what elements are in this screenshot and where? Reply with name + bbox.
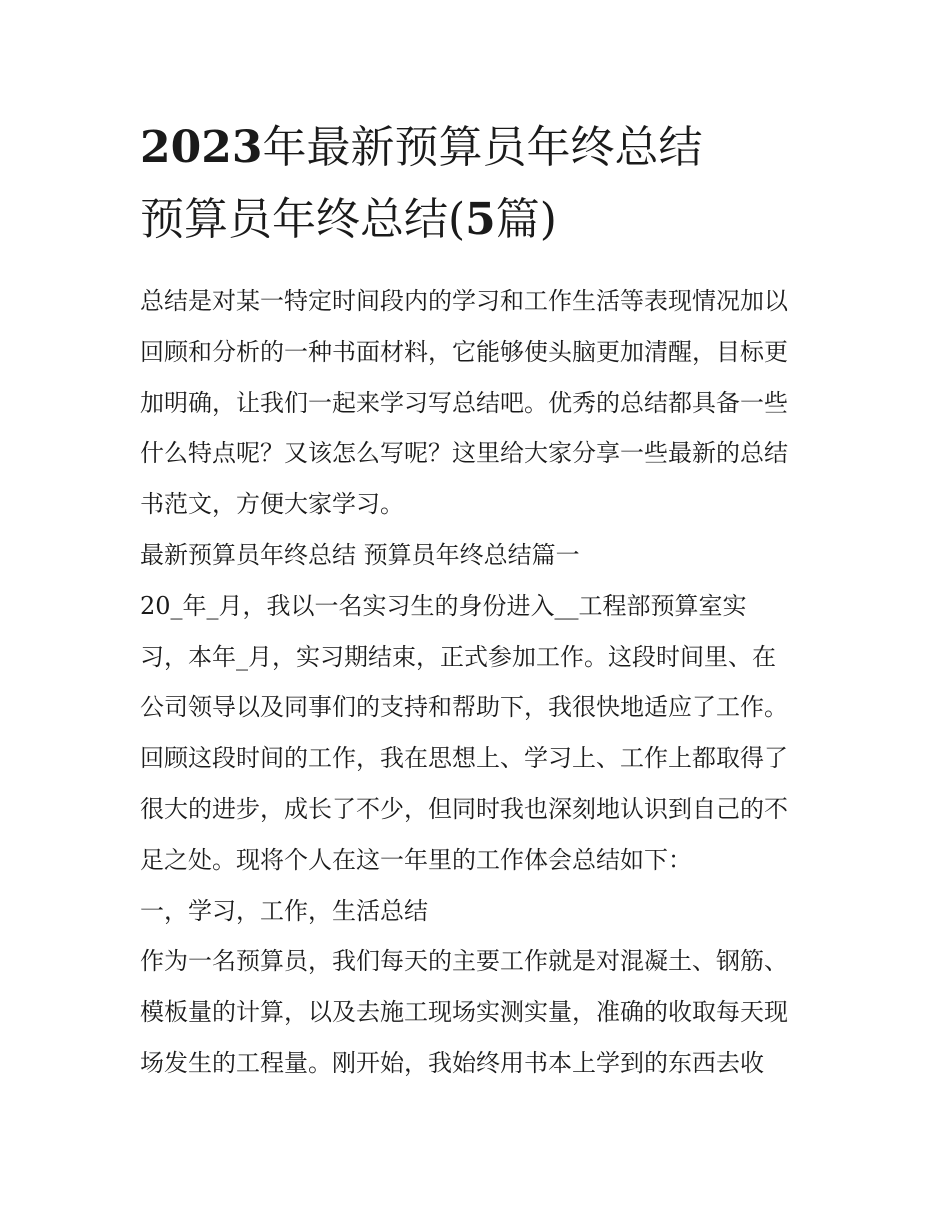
subsection-heading: 一，学习，工作，生活总结 — [140, 896, 428, 925]
title-line-1-text: 年最新预算员年终总结 — [262, 122, 703, 173]
body-line: 书范文，方便大家学习。 — [140, 490, 404, 519]
document-title — [140, 112, 820, 256]
body-line: 回顾和分析的一种书面材料，它能够使头脑更加清醒，目标更 — [140, 337, 788, 366]
body-line: 很大的进步，成长了不少，但同时我也深刻地认识到自己的不 — [140, 794, 788, 823]
body-line: 模板量的计算，以及去施工现场实测实量，准确的收取每天现 — [140, 998, 788, 1027]
body-line: 作为一名预算员，我们每天的主要工作就是对混凝土、钢筋、 — [140, 947, 788, 976]
section-heading: 最新预算员年终总结 预算员年终总结篇一 — [140, 540, 580, 569]
title-year: 2023 — [140, 122, 263, 173]
title-line-1 — [140, 112, 820, 184]
body-line: 总结是对某一特定时间段内的学习和工作生活等表现情况加以 — [140, 287, 788, 315]
body-line: 习，本年_月，实习期结束，正式参加工作。这段时间里、在 — [140, 642, 776, 671]
body-line: 足之处。现将个人在这一年里的工作体会总结如下： — [140, 845, 692, 874]
body-line: 回顾这段时间的工作，我在思想上、学习上、工作上都取得了 — [140, 744, 788, 773]
document-body — [140, 276, 815, 1089]
body-line: 什么特点呢？又该怎么写呢？这里给大家分享一些最新的总结 — [140, 439, 788, 468]
title-line-2 — [140, 184, 820, 256]
title-line-2-part-b: 篇) — [495, 194, 557, 245]
body-line: 场发生的工程量。刚开始，我始终用书本上学到的东西去收 — [140, 1048, 764, 1077]
body-line: 加明确，让我们一起来学习写总结吧。优秀的总结都具备一些 — [140, 388, 788, 417]
body-line: 公司领导以及同事们的支持和帮助下，我很快地适应了工作。 — [140, 693, 788, 722]
title-count: 5 — [465, 194, 496, 245]
title-line-2-part-a: 预算员年终总结( — [140, 194, 466, 245]
body-line: 20_年_月，我以一名实习生的身份进入__工程部预算室实 — [140, 591, 747, 620]
